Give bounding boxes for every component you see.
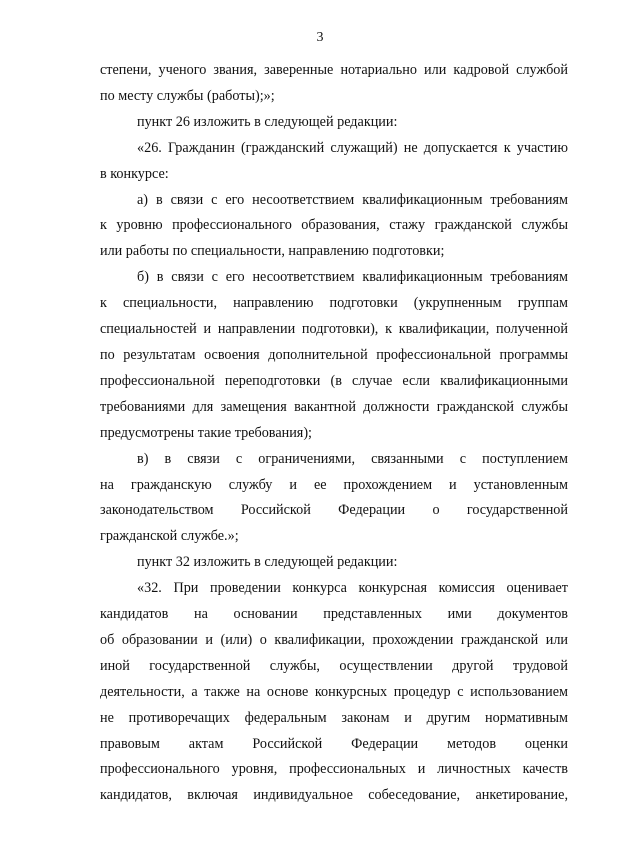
text-line: иной государственной службы, осуществлении другой трудовой bbox=[100, 657, 568, 674]
text-line: профессионального уровня, профессиональных и личностных качеств bbox=[100, 761, 568, 778]
text-line: предусмотрены такие требования); bbox=[100, 424, 312, 441]
text-line: в конкурсе: bbox=[100, 165, 169, 182]
text-line: правовым актам Российской Федерации методов оценки bbox=[100, 735, 568, 752]
paragraph bbox=[100, 265, 568, 446]
paragraph bbox=[100, 188, 568, 266]
text-line: об образовании и (или) о квалификации, прохождении гражданской или bbox=[100, 631, 568, 648]
text-line: «26. Гражданин (гражданский служащий) не допускается к участию bbox=[137, 139, 568, 156]
text-line: степени, ученого звания, заверенные нотариально или кадровой службой bbox=[100, 62, 568, 78]
paragraph bbox=[100, 136, 568, 188]
page-number: 3 bbox=[316, 30, 324, 45]
text-line: требованиями для замещения вакантной должности гражданской службы bbox=[100, 398, 568, 415]
text-line: деятельности, а также на основе конкурсных процедур с использованием bbox=[100, 683, 568, 700]
paragraph bbox=[100, 576, 568, 809]
paragraph bbox=[100, 550, 568, 576]
text-line: а) в связи с его несоответствием квалификационным требованиям bbox=[137, 191, 568, 208]
text-line: кандидатов на основании представленных ими документов bbox=[100, 606, 568, 623]
text-line: по месту службы (работы);»; bbox=[100, 87, 275, 104]
text-line: законодательством Российской Федерации о государственной bbox=[100, 502, 568, 519]
text-line: специальностей и направлении подготовки), к квалификации, полученной bbox=[100, 321, 568, 338]
paragraph bbox=[100, 447, 568, 551]
text-line: гражданской службе.»; bbox=[100, 528, 239, 545]
text-line: кандидатов, включая индивидуальное собеседование, анкетирование, bbox=[100, 787, 568, 804]
document-body bbox=[100, 58, 568, 809]
text-line: к уровню профессионального образования, стажу гражданской службы bbox=[100, 217, 568, 234]
text-line: б) в связи с его несоответствием квалификационным требованиям bbox=[137, 269, 568, 286]
text-line: по результатам освоения дополнительной профессиональной программы bbox=[100, 346, 568, 363]
text-line: не противоречащих федеральным законам и другим нормативным bbox=[100, 709, 568, 726]
text-line: профессиональной переподготовки (в случае если квалификационными bbox=[100, 372, 568, 389]
paragraph bbox=[100, 58, 568, 110]
text-line: «32. При проведении конкурса конкурсная комиссия оценивает bbox=[137, 580, 568, 597]
text-line: в) в связи с ограничениями, связанными с поступлением bbox=[137, 450, 568, 467]
text-line: или работы по специальности, направлению подготовки; bbox=[100, 243, 445, 260]
text-line: на гражданскую службу и ее прохождением и установленным bbox=[100, 476, 568, 493]
text-line: к специальности, направлению подготовки (укрупненным группам bbox=[100, 295, 568, 312]
paragraph bbox=[100, 110, 568, 136]
text-line: пункт 32 изложить в следующей редакции: bbox=[137, 554, 398, 571]
text-line: пункт 26 изложить в следующей редакции: bbox=[137, 113, 398, 130]
